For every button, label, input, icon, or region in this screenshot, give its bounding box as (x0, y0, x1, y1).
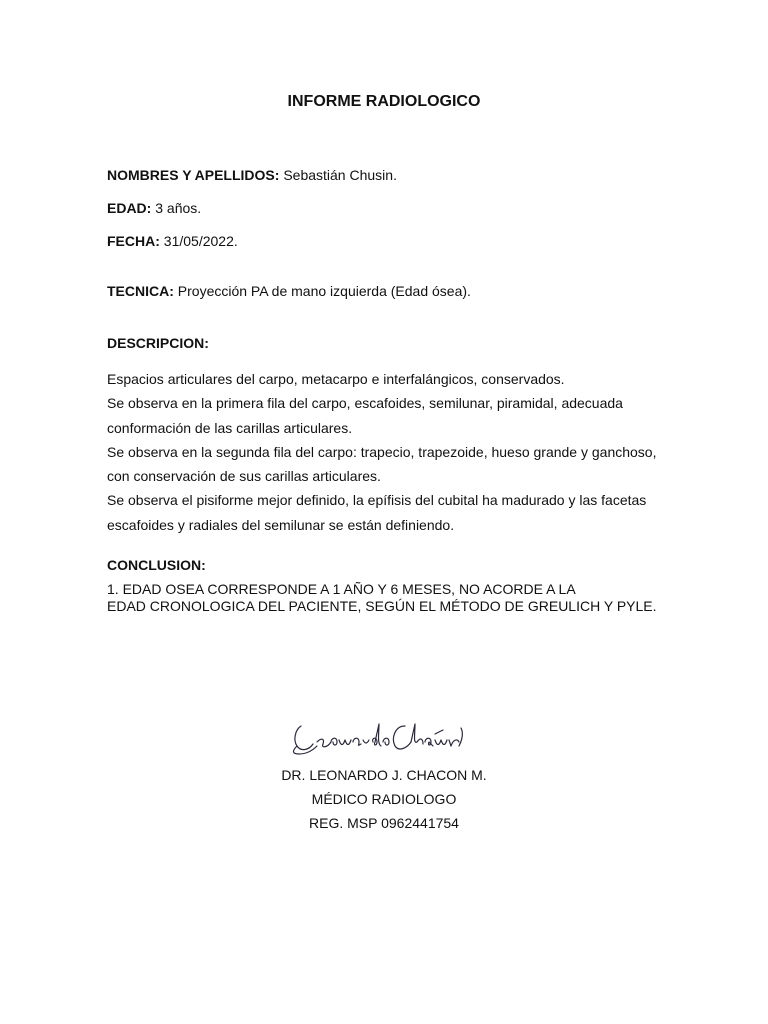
patient-age-value: 3 años. (155, 200, 202, 216)
technique-value: Proyección PA de mano izquierda (Edad ósea). (177, 283, 471, 299)
patient-name-label: NOMBRES Y APELLIDOS: (107, 167, 280, 183)
description-line: Se observa el pisiforme mejor definido, la epífisis del cubital ha madurado y las facetas (107, 492, 647, 509)
doctor-name: DR. LEONARDO J. CHACON M. (281, 767, 487, 783)
report-date-label: FECHA: (107, 233, 160, 249)
description-line: Se observa en la segunda fila del carpo: trapecio, trapezoide, hueso grande y ganchoso, (107, 443, 657, 460)
report-title: INFORME RADIOLOGICO (287, 93, 481, 110)
doctor-registration: REG. MSP 0962441754 (309, 815, 459, 831)
description-line: escafoides y radiales del semilunar se están definiendo. (107, 516, 455, 533)
doctor-role: MÉDICO RADIOLOGO (311, 791, 457, 807)
conclusion-line: 1. EDAD OSEA CORRESPONDE A 1 AÑO Y 6 MESES, NO ACORDE A LA (107, 581, 576, 597)
conclusion-line: EDAD CRONOLOGICA DEL PACIENTE, SEGÚN EL MÉTODO DE GREULICH Y PYLE. (107, 598, 657, 614)
signature-text: Leonardo Chacón (287, 716, 295, 717)
conclusion-heading: CONCLUSION: (107, 557, 206, 573)
patient-age-row (107, 200, 201, 216)
description-line: conformación de las carillas articulares. (107, 419, 353, 436)
report-date-value: 31/05/2022. (163, 233, 238, 249)
patient-name-value: Sebastián Chusin. (283, 167, 397, 183)
conclusion-body (107, 581, 657, 615)
description-body (107, 367, 656, 537)
technique-row (107, 283, 471, 299)
description-heading: DESCRIPCION: (107, 335, 209, 351)
technique-label: TECNICA: (107, 283, 174, 299)
description-line: con conservación de sus carillas articulares. (107, 468, 381, 485)
handwritten-signature (287, 716, 467, 758)
patient-age-label: EDAD: (107, 200, 152, 216)
description-line: Se observa en la primera fila del carpo, escafoides, semilunar, piramidal, adecuada (107, 395, 623, 412)
description-line: Espacios articulares del carpo, metacarpo e interfalángicos, conservados. (107, 371, 565, 387)
report-date-row (107, 233, 238, 249)
signature-block (0, 763, 768, 835)
patient-name-row (107, 167, 397, 183)
